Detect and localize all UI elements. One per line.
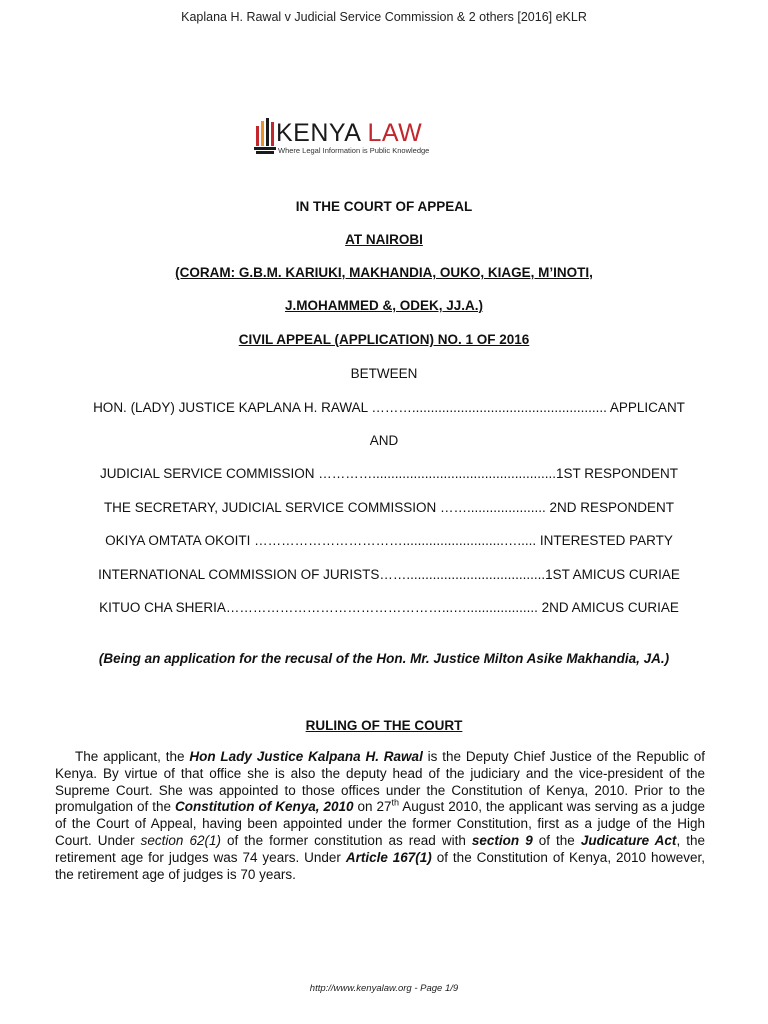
- party-interested: OKIYA OMTATA OKOITI ……………………………...........................…..... INTERESTED PARTY: [105, 533, 673, 548]
- party-2nd-amicus: KITUO CHA SHERIA…………………………………………...…................... 2ND AMICUS CURIAE: [99, 600, 679, 615]
- text-run: August 2010, the applicant was serving as a judge of the Court of Appeal, having been appointed under the former Constitution, first as a judge of the High Court. Under: [55, 799, 705, 848]
- emphasis-constitution: Constitution of Kenya, 2010: [175, 799, 354, 815]
- logo-word-kenya: KENYA: [276, 119, 368, 147]
- party-2nd-respondent: THE SECRETARY, JUDICIAL SERVICE COMMISSION ……..................... 2ND RESPONDENT: [103, 500, 675, 515]
- coram-line-2: J.MOHAMMED &, ODEK, JJ.A.): [284, 298, 484, 313]
- logo-word-law: LAW: [367, 119, 423, 147]
- court-heading: IN THE COURT OF APPEAL: [295, 199, 473, 214]
- emphasis-section: section 62(1): [140, 832, 221, 848]
- emphasis-act: Judicature Act: [580, 832, 677, 848]
- running-header: Kaplana H. Rawal v Judicial Service Commission & 2 others [2016] eKLR: [181, 10, 587, 24]
- pillars-icon: [254, 116, 278, 156]
- party-1st-amicus: INTERNATIONAL COMMISSION OF JURISTS…….....................................1ST AMICUS CURIAE: [98, 567, 680, 582]
- text-run: on 27: [353, 799, 392, 815]
- between-label: BETWEEN: [350, 366, 418, 381]
- kenya-law-logo: [254, 116, 468, 158]
- emphasis-name: Hon Lady Justice Kalpana H. Rawal: [189, 749, 423, 764]
- ruling-title: RULING OF THE COURT: [305, 718, 463, 733]
- and-label: AND: [369, 433, 399, 448]
- application-description: (Being an application for the recusal of the Hon. Mr. Justice Milton Asike Makhandia, JA.): [98, 651, 670, 666]
- text-run: of the Constitution of Kenya, 2010 however, the retirement age of judges is 70 years.: [55, 849, 705, 882]
- party-applicant: HON. (LADY) JUSTICE KAPLANA H. RAWAL ……….................................................... APPLICANT: [93, 400, 685, 415]
- text-run: , the retirement age for judges was 74 years. Under: [55, 832, 705, 865]
- text-run: is the Deputy Chief Justice of the Republic of Kenya. By virtue of that office she is also the deputy head of the judiciary and the vice-president of the Supreme Court. She was appointed to those offices under the Constitution of Kenya, 2010. Prior to the promulgation of the: [55, 749, 705, 815]
- logo-wordmark: [276, 119, 422, 148]
- court-location: AT NAIROBI: [345, 232, 423, 247]
- superscript: th: [391, 797, 399, 808]
- party-1st-respondent: JUDICIAL SERVICE COMMISSION ………….................................................1ST RESPONDENT: [99, 466, 679, 481]
- emphasis-section-9: section 9: [471, 832, 533, 848]
- logo-tagline: Where Legal Information is Public Knowledge: [278, 146, 430, 155]
- emphasis-article: Article 167(1): [345, 849, 432, 865]
- text-run: The applicant, the: [75, 749, 190, 764]
- ruling-paragraph: [55, 749, 705, 883]
- coram-line-1: (CORAM: G.B.M. KARIUKI, MAKHANDIA, OUKO, KIAGE, M’INOTI,: [175, 265, 593, 280]
- text-run: of the: [532, 832, 581, 848]
- page-footer: http://www.kenyalaw.org - Page 1/9: [309, 983, 459, 994]
- case-number: CIVIL APPEAL (APPLICATION) NO. 1 OF 2016: [238, 332, 530, 347]
- text-run: of the former constitution as read with: [220, 832, 472, 848]
